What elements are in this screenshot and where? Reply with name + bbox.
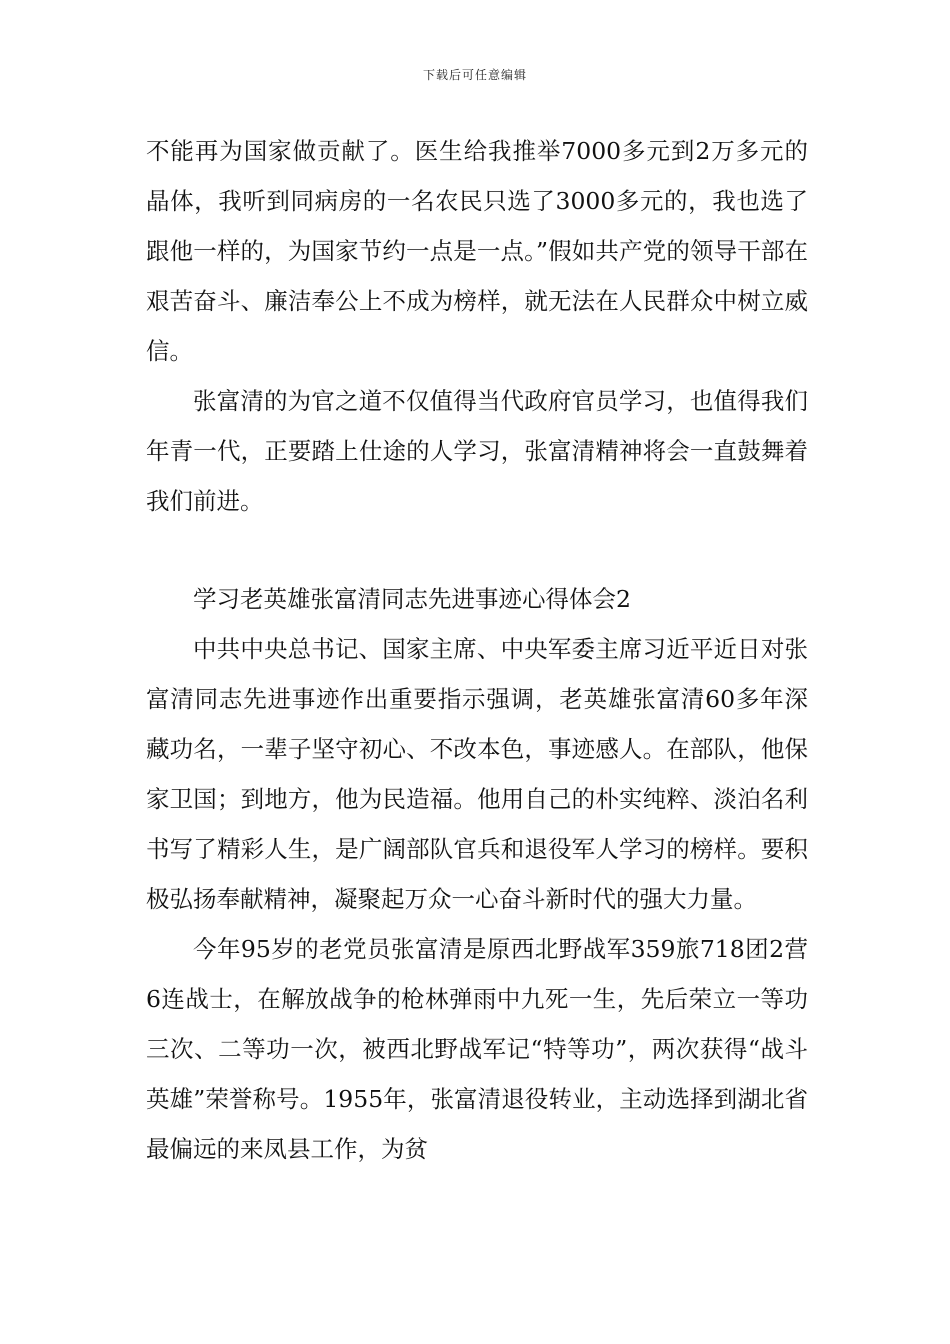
section-title: 学习老英雄张富清同志先进事迹心得体会2	[193, 585, 631, 613]
document-body	[146, 126, 808, 1174]
paragraph: 中共中央总书记、国家主席、中央军委主席习近平近日对张富清同志先进事迹作出重要指示强调，老英雄张富清60多年深藏功名，一辈子坚守初心、不改本色，事迹感人。在部队，他保家卫国；到地方，他为民造福。他用自己的朴实纯粹、淡泊名利书写了精彩人生，是广阔部队官兵和退役军人学习的榜样。要积极弘扬奉献精神，凝聚起万众一心奋斗新时代的强大力量。	[146, 635, 808, 913]
paragraph: 张富清的为官之道不仅值得当代政府官员学习，也值得我们年青一代，正要踏上仕途的人学习，张富清精神将会一直鼓舞着我们前进。	[146, 387, 808, 515]
download-note: 下载后可任意编辑	[422, 68, 527, 82]
paragraph: 今年95岁的老党员张富清是原西北野战军359旅718团2营6连战士，在解放战争的枪林弹雨中九死一生，先后荣立一等功三次、二等功一次，被西北野战军记“特等功”，两次获得“战斗英雄”荣誉称号。1955年，张富清退役转业，主动选择到湖北省最偏远的来凤县工作，为贫	[146, 935, 808, 1163]
paragraph-continued: 不能再为国家做贡献了。医生给我推举7000多元到2万多元的晶体，我听到同病房的一名农民只选了3000多元的，我也选了跟他一样的，为国家节约一点是一点。”假如共产党的领导干部在艰苦奋斗、廉洁奉公上不成为榜样，就无法在人民群众中树立威信。	[146, 137, 808, 365]
section-spacer	[146, 526, 808, 574]
